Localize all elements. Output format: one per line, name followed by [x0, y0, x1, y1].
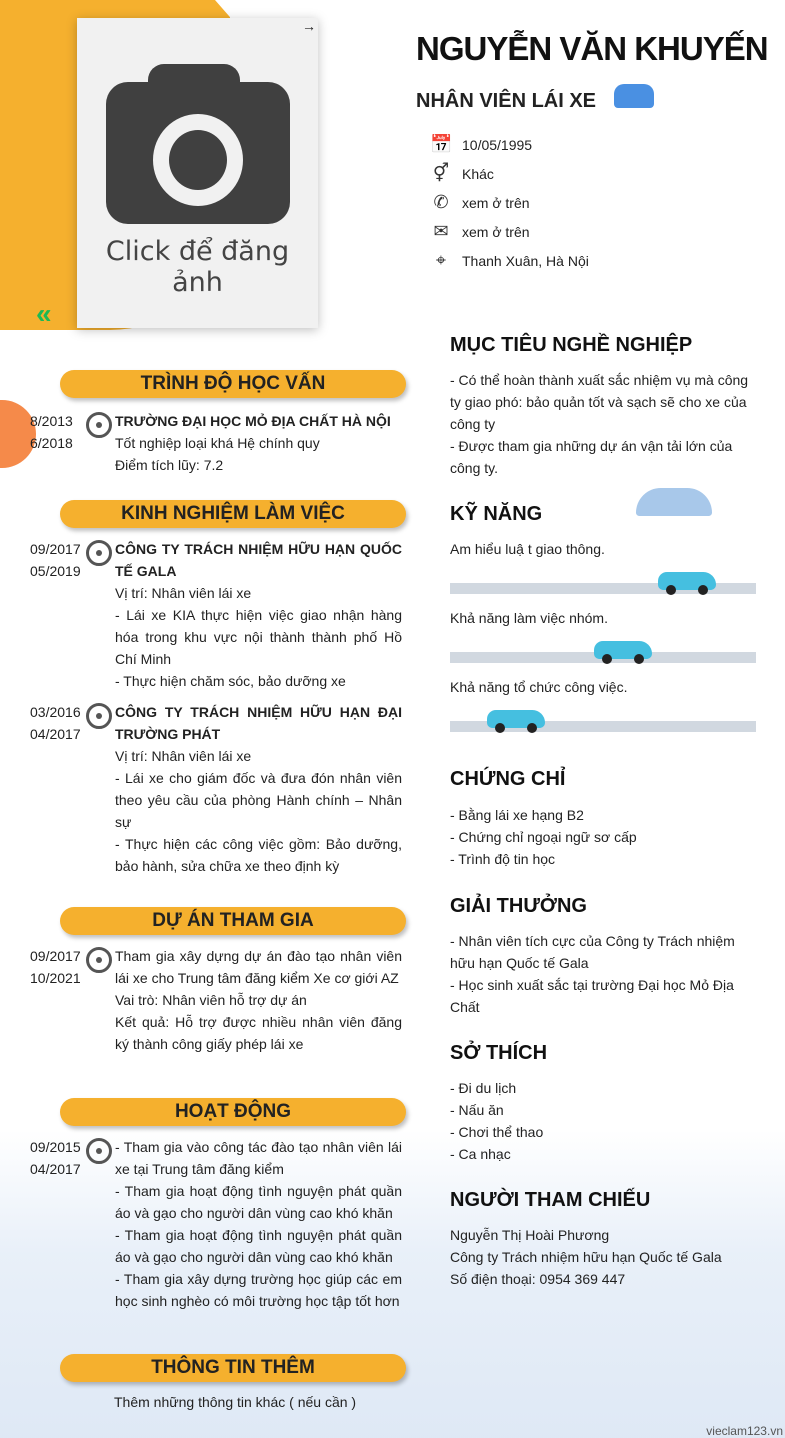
detail: - Lái xe KIA thực hiện việc giao nhận hàng hóa trong khu vực nội thành thành phố Hồ Chí Minh [115, 607, 402, 667]
calendar-icon: 📅 [430, 134, 453, 154]
list-item: - Nhân viên tích cực của Công ty Trách nhiệm hữu hạn Quốc tế Gala [450, 933, 735, 971]
list-item: - Chứng chỉ ngoại ngữ sơ cấp [450, 829, 637, 845]
section-objective-title: MỤC TIÊU NGHỀ NGHIỆP [450, 334, 693, 356]
list-item: - Chơi thể thao [450, 1124, 544, 1140]
arrow-right-icon[interactable]: → [302, 18, 316, 34]
skill-level-car-icon [658, 572, 716, 590]
detail: Tốt nghiệp loại khá Hệ chính quy [115, 435, 320, 451]
location-icon: ⌖ [435, 250, 447, 270]
section-reference-title: NGƯỜI THAM CHIẾU [450, 1189, 651, 1211]
project-item [30, 945, 402, 1055]
section-activities-title: HOẠT ĐỘNG [60, 1098, 406, 1126]
detail: - Tham gia vào công tác đào tạo nhân viên lái xe tại Trung tâm đăng kiểm [115, 1139, 402, 1177]
section-skills-title: KỸ NĂNG [450, 503, 543, 525]
experience-item [30, 538, 402, 692]
activity-item [30, 1136, 402, 1312]
info-row [430, 217, 589, 246]
detail: - Thực hiện các công việc gồm: Bảo dưỡng, bảo hành, sửa chữa xe theo định kỳ [115, 836, 402, 874]
footer-watermark: vieclam123.vn [706, 1424, 783, 1438]
start-date: 09/2017 [30, 541, 81, 557]
steering-wheel-icon [86, 947, 112, 973]
info-value: xem ở trên [462, 194, 530, 211]
steering-wheel-icon [86, 540, 112, 566]
reference-phone: Số điện thoại: 0954 369 447 [450, 1271, 626, 1287]
start-date: 8/2013 [30, 413, 73, 429]
end-date: 04/2017 [30, 1161, 81, 1177]
education-item [30, 410, 402, 476]
camera-lens [153, 114, 243, 206]
list-item: - Ca nhạc [450, 1146, 511, 1162]
more-info-text[interactable]: Thêm những thông tin khác ( nếu cần ) [114, 1394, 357, 1410]
section-awards-title: GIẢI THƯỞNG [450, 895, 587, 917]
info-row [430, 188, 589, 217]
info-row [430, 159, 589, 188]
start-date: 09/2017 [30, 948, 81, 964]
experience-item [30, 701, 402, 877]
section-projects-title: DỰ ÁN THAM GIA [60, 907, 406, 935]
info-value: 10/05/1995 [462, 136, 533, 153]
detail: - Lái xe cho giám đốc và đưa đón nhân viên theo yêu cầu của phòng Hành chính – Nhân sự [115, 770, 402, 830]
job-title: NHÂN VIÊN LÁI XE [416, 90, 597, 112]
mail-icon: ✉ [433, 221, 449, 241]
end-date: 6/2018 [30, 435, 73, 451]
steering-wheel-icon [86, 703, 112, 729]
photo-label[interactable]: Click để đăng ảnh [105, 236, 290, 298]
section-experience-title: KINH NGHIỆM LÀM VIỆC [60, 500, 406, 528]
chevrons-left-icon: « [36, 298, 52, 329]
list-item: - Bằng lái xe hạng B2 [450, 807, 584, 823]
detail: Vai trò: Nhân viên hỗ trợ dự án [115, 992, 307, 1008]
list-item: - Học sinh xuất sắc tại trường Đại học Mỏ Địa Chất [450, 977, 734, 1015]
company-name: CÔNG TY TRÁCH NHIỆM HỮU HẠN ĐẠI TRƯỜNG PHÁT [115, 704, 402, 742]
skill-name: Khả năng tổ chức công việc. [450, 679, 628, 695]
section-education-title: TRÌNH ĐỘ HỌC VẤN [60, 370, 406, 398]
end-date: 10/2021 [30, 970, 81, 986]
hobbies-list [450, 1077, 760, 1165]
detail: - Tham gia hoạt động tình nguyện phát quần áo và gạo cho người dân vùng cao khó khăn [115, 1227, 402, 1265]
info-row [430, 246, 589, 275]
steering-wheel-icon [86, 1138, 112, 1164]
info-row [430, 130, 589, 159]
awards-list [450, 930, 760, 1018]
detail: Vị trí: Nhân viên lái xe [115, 585, 252, 601]
skill-level-car-icon [487, 710, 545, 728]
list-item: - Đi du lịch [450, 1080, 517, 1096]
candidate-name: NGUYỄN VĂN KHUYẾN [416, 30, 768, 67]
reference-name: Nguyễn Thị Hoài Phương [450, 1227, 610, 1243]
objective-text: - Có thể hoàn thành xuất sắc nhiệm vụ mà công ty giao phó: bảo quản tốt và sạch sẽ cho xe của công ty - Được tham gia những dự án vận tải lớn của công ty. [450, 372, 749, 476]
detail: Kết quả: Hỗ trợ được nhiều nhân viên đăng ký thành công giấy phép lái xe [115, 1014, 402, 1052]
end-date: 05/2019 [30, 563, 81, 579]
reference-info [450, 1224, 760, 1290]
contact-info [430, 130, 589, 275]
company-name: CÔNG TY TRÁCH NHIỆM HỮU HẠN QUỐC TẾ GALA [115, 541, 402, 579]
info-value: Thanh Xuân, Hà Nội [462, 252, 589, 269]
end-date: 04/2017 [30, 726, 81, 742]
skill-name: Am hiểu luậ t giao thông. [450, 541, 605, 557]
section-more-title: THÔNG TIN THÊM [60, 1354, 406, 1382]
phone-icon: ✆ [433, 192, 449, 212]
detail: - Thực hiện chăm sóc, bảo dưỡng xe [115, 673, 346, 689]
info-value: Khác [462, 165, 494, 182]
detail: Vị trí: Nhân viên lái xe [115, 748, 252, 764]
start-date: 03/2016 [30, 704, 81, 720]
detail: Điểm tích lũy: 7.2 [115, 457, 224, 473]
detail: - Tham gia hoạt động tình nguyện phát quần áo và gạo cho người dân vùng cao khó khăn [115, 1183, 402, 1221]
steering-wheel-icon [86, 412, 112, 438]
detail: Tham gia xây dựng dự án đào tạo nhân viên lái xe cho Trung tâm đăng kiểm Xe cơ giới AZ [115, 948, 402, 986]
school-name: TRƯỜNG ĐẠI HỌC MỎ ĐỊA CHẤT HÀ NỘI [115, 413, 391, 429]
reference-company: Công ty Trách nhiệm hữu hạn Quốc tế Gala [450, 1249, 722, 1265]
skill-name: Khả năng làm việc nhóm. [450, 610, 608, 626]
list-item: - Nấu ăn [450, 1102, 504, 1118]
gender-icon: ⚥ [432, 163, 450, 183]
car-icon [614, 84, 654, 108]
list-item: - Trình độ tin học [450, 851, 556, 867]
cloud-icon [636, 488, 712, 516]
info-value: xem ở trên [462, 223, 530, 240]
skill-level-car-icon [594, 641, 652, 659]
start-date: 09/2015 [30, 1139, 81, 1155]
certificates-list [450, 804, 760, 870]
detail: - Tham gia xây dựng trường học giúp các em học sinh nghèo có môi trường học tập tốt hơn [115, 1271, 402, 1309]
section-hobbies-title: SỞ THÍCH [450, 1042, 548, 1064]
section-certificates-title: CHỨNG CHỈ [450, 768, 566, 790]
